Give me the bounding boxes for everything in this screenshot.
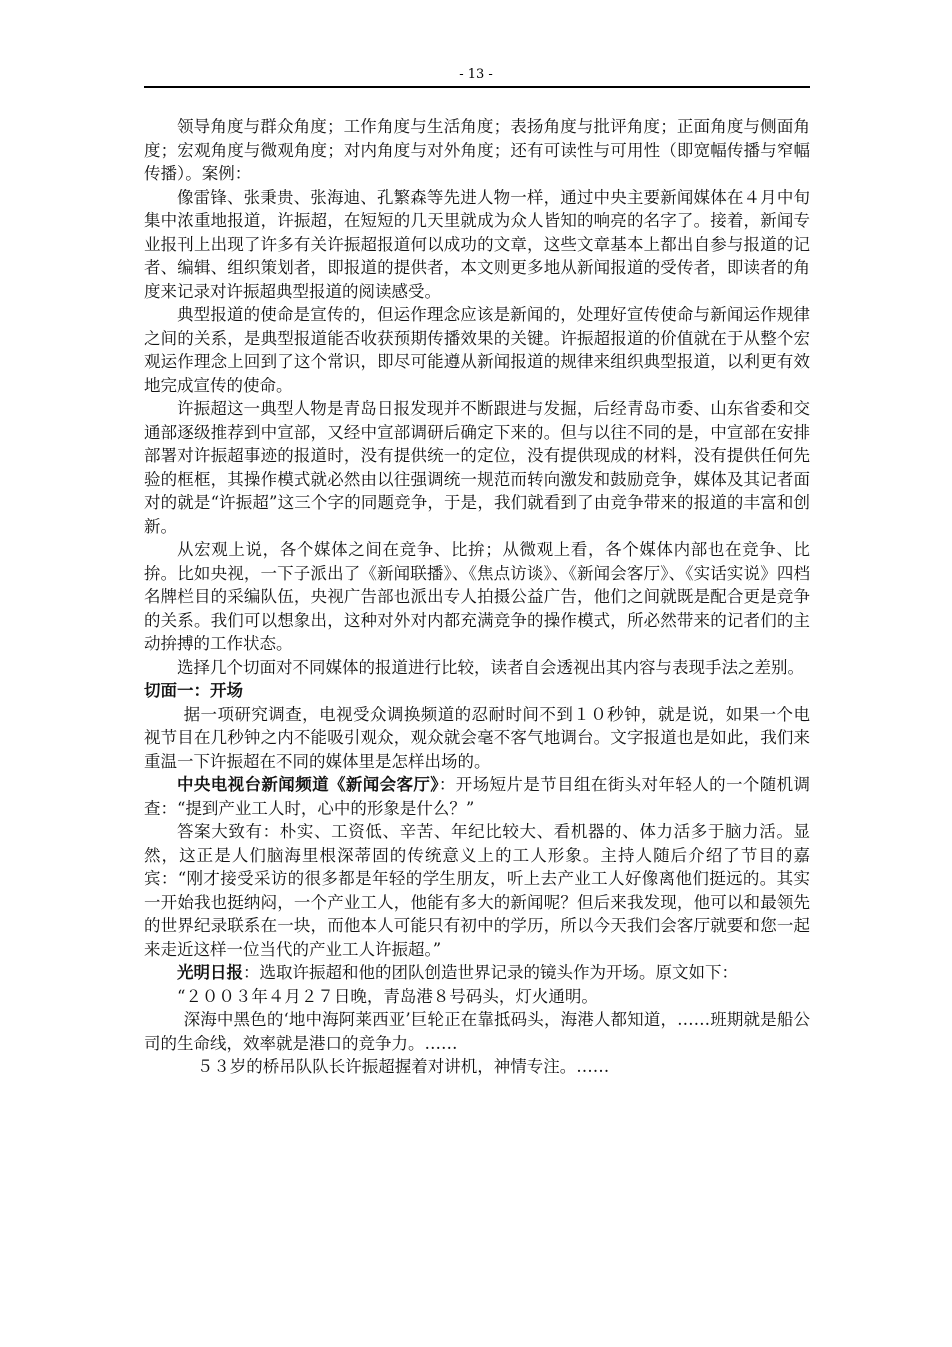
quote-paragraph: 深海中黑色的‘地中海阿莱西亚’巨轮正在靠抵码头，海港人都知道，……班期就是船公司的生命线，效率就是港口的竞争力。……	[144, 1010, 810, 1053]
paragraph: 领导角度与群众角度；工作角度与生活角度；表扬角度与批评角度；正面角度与侧面角度；宏观角度与微观角度；对内角度与对外角度；还有可读性与可用性（即宽幅传播与窄幅传播）。案例：	[144, 117, 810, 183]
page-number: - 13 -	[459, 67, 493, 82]
media-name: 中央电视台新闻频道《新闻会客厅》	[177, 775, 439, 794]
paragraph-text: ：开场短片是节目组在街头对年轻人的一个随机调查：“提到产业工人时，心中的形象是什么？”	[144, 775, 811, 818]
quote-paragraph: “２００３年４月２７日晚，青岛港８号码头，灯火通明。	[177, 986, 598, 1006]
quote-paragraph: ５３岁的桥吊队队长许振超握着对讲机，神情专注。……	[196, 1057, 610, 1076]
document-body	[144, 115, 810, 1079]
paragraph	[144, 961, 810, 985]
paragraph: 选择几个切面对不同媒体的报道进行比较，读者自会透视出其内容与表现手法之差别。	[177, 657, 804, 677]
paragraph: 典型报道的使命是宣传的，但运作理念应该是新闻的，处理好宣传使命与新闻运作规律之间的关系，是典型报道能否收获预期传播效果的关键。许振超报道的价值就在于从整个宏观运作理念上回到了这个常识，即尽可能遵从新闻报道的规律来组织典型报道，以利更有效地完成宣传的使命。	[144, 305, 810, 395]
paragraph	[144, 773, 810, 820]
paragraph: 从宏观上说，各个媒体之间在竞争、比拚；从微观上看，各个媒体内部也在竞争、比拚。比如央视，一下子派出了《新闻联播》、《焦点访谈》、《新闻会客厅》、《实话实说》四档名牌栏目的采编队伍，央视广告部也派出专人拍摄公益广告，他们之间就既是配合更是竞争的关系。我们可以想象出，这种对外对内都充满竞争的操作模式，所必然带来的记者们的主动拚搏的工作状态。	[144, 540, 810, 653]
section-heading: 切面一：开场	[144, 681, 243, 700]
paragraph: 许振超这一典型人物是青岛日报发现并不断跟进与发掘，后经青岛市委、山东省委和交通部逐级推荐到中宣部，又经中宣部调研后确定下来的。但与以往不同的是，中宣部在安排部署对许振超事迹的报道时，没有提供统一的定位，没有提供现成的材料，没有提供任何先验的框框，其操作模式就必然由以往强调统一规范而转向激发和鼓励竞争，媒体及其记者面对的就是“许振超”这三个字的同题竞争，于是，我们就看到了由竞争带来的报道的丰富和创新。	[144, 399, 810, 536]
media-name: 光明日报	[177, 963, 243, 982]
header-rule	[144, 86, 810, 88]
paragraph: 据一项研究调查，电视受众调换频道的忍耐时间不到１０秒钟，就是说，如果一个电视节目在几秒钟之内不能吸引观众，观众就会毫不客气地调台。文字报道也是如此，我们来重温一下许振超在不同的媒体里是怎样出场的。	[144, 704, 810, 771]
paragraph: 答案大致有：朴实、工资低、辛苦、年纪比较大、看机器的、体力活多于脑力活。显然，这正是人们脑海里根深蒂固的传统意义上的工人形象。主持人随后介绍了节目的嘉宾：“刚才接受采访的很多都是年轻的学生朋友，听上去产业工人好像离他们挺远的。其实一开始我也挺纳闷，一个产业工人，他能有多大的新闻呢？但后来我发现，他可以和最领先的世界纪录联系在一块，而他本人可能只有初中的学历，所以今天我们会客厅就要和您一起来走近这样一位当代的产业工人许振超。”	[144, 822, 810, 959]
paragraph: 像雷锋、张秉贵、张海迪、孔繁森等先进人物一样，通过中央主要新闻媒体在４月中旬集中浓重地报道，许振超，在短短的几天里就成为众人皆知的响亮的名字了。接着，新闻专业报刊上出现了许多有关许振超报道何以成功的文章，这些文章基本上都出自参与报道的记者、编辑、组织策划者，即报道的提供者，本文则更多地从新闻报道的受传者，即读者的角度来记录对许振超典型报道的阅读感受。	[144, 187, 810, 301]
paragraph-text: ：选取许振超和他的团队创造世界记录的镜头作为开场。原文如下：	[243, 963, 738, 982]
